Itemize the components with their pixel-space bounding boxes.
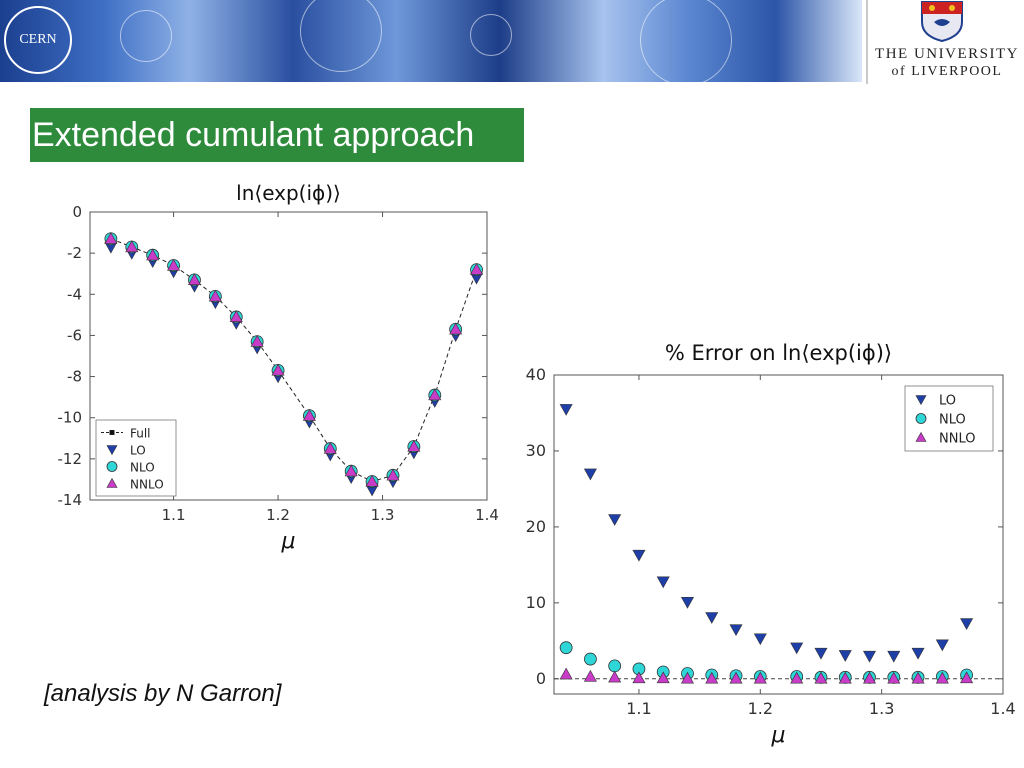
c1-x-tick-label: 1.3 xyxy=(370,506,395,524)
c2-point-nlo xyxy=(609,660,621,672)
c2-legend-marker-nlo xyxy=(916,414,926,424)
c1-legend-marker-full xyxy=(110,430,115,435)
c2-legend-label-nnlo: NNLO xyxy=(939,431,976,447)
c2-legend xyxy=(905,386,993,451)
chart-ln-exp xyxy=(0,170,500,565)
c2-point-lo xyxy=(912,648,924,659)
c1-legend xyxy=(96,420,176,496)
c2-point-lo xyxy=(657,577,669,588)
c1-legend-marker-nlo xyxy=(107,462,117,472)
c2-point-nlo xyxy=(560,642,572,654)
c1-title: ln⟨exp(iϕ)⟩ xyxy=(236,181,341,205)
c2-y-tick-label: 30 xyxy=(525,440,546,460)
c2-y-tick-label: 10 xyxy=(525,592,546,612)
c1-y-tick-label: -4 xyxy=(67,285,82,304)
university-logo xyxy=(866,0,1024,84)
c1-legend-label-full: Full xyxy=(130,426,151,441)
c2-point-lo xyxy=(560,404,572,415)
c2-point-lo xyxy=(681,597,693,608)
c2-x-axis-label: μ xyxy=(771,723,786,748)
c2-point-lo xyxy=(888,651,900,662)
c1-y-tick-label: -2 xyxy=(67,244,82,263)
c1-x-axis-label: μ xyxy=(281,529,296,554)
chart-percent-error xyxy=(500,330,1024,765)
c1-legend-label-nnlo: NNLO xyxy=(130,477,164,492)
c2-point-lo xyxy=(609,515,621,526)
c2-point-lo xyxy=(754,634,766,645)
c2-point-lo xyxy=(864,651,876,662)
c2-legend-label-lo: LO xyxy=(939,393,957,409)
c1-legend-label-nlo: NLO xyxy=(130,460,155,475)
c1-y-tick-label: -12 xyxy=(57,449,82,468)
c1-y-tick-label: -8 xyxy=(67,367,82,386)
c2-point-lo xyxy=(961,619,973,630)
c1-y-tick-label: -6 xyxy=(67,326,82,345)
c2-point-lo xyxy=(936,640,948,651)
university-name-line1: THE UNIVERSITY xyxy=(875,46,1019,62)
c2-point-nlo xyxy=(584,653,596,665)
c2-point-lo xyxy=(815,648,827,659)
c2-point-nnlo xyxy=(609,671,621,682)
c2-legend-label-nlo: NLO xyxy=(939,412,966,428)
c1-x-tick-label: 1.1 xyxy=(161,506,186,524)
c2-x-tick-label: 1.2 xyxy=(747,699,774,718)
c2-title: % Error on ln⟨exp(iϕ)⟩ xyxy=(664,341,893,365)
university-crest-icon xyxy=(916,0,968,42)
c2-x-tick-label: 1.4 xyxy=(990,699,1016,718)
c1-legend-label-lo: LO xyxy=(130,443,146,458)
c1-x-tick-label: 1.4 xyxy=(475,506,499,524)
c2-x-tick-label: 1.3 xyxy=(868,699,895,718)
c2-y-tick-label: 0 xyxy=(535,668,546,688)
c2-series-nlo xyxy=(560,642,972,684)
c1-y-tick-label: -10 xyxy=(57,408,82,427)
c2-point-lo xyxy=(706,612,718,623)
physics-image-strip xyxy=(0,0,862,82)
university-name-line2: of LIVERPOOL xyxy=(891,64,1003,79)
slide-title: Extended cumulant approach xyxy=(30,108,524,162)
c2-point-lo xyxy=(730,625,742,636)
analysis-credit: [analysis by N Garron] xyxy=(44,680,282,707)
c2-point-nnlo xyxy=(560,668,572,679)
c2-point-lo xyxy=(839,650,851,661)
c2-x-tick-label: 1.1 xyxy=(626,699,652,718)
c2-y-tick-label: 40 xyxy=(525,365,546,384)
cern-logo: CERN xyxy=(4,6,72,74)
c2-point-nnlo xyxy=(584,671,596,682)
header-banner xyxy=(0,0,1024,84)
c1-y-tick-label: 0 xyxy=(72,203,82,221)
c1-x-tick-label: 1.2 xyxy=(266,506,290,524)
c2-point-lo xyxy=(584,469,596,480)
c2-y-tick-label: 20 xyxy=(525,516,546,536)
c2-point-lo xyxy=(791,643,803,654)
c1-y-tick-label: -14 xyxy=(57,491,82,509)
c2-point-lo xyxy=(633,550,645,561)
